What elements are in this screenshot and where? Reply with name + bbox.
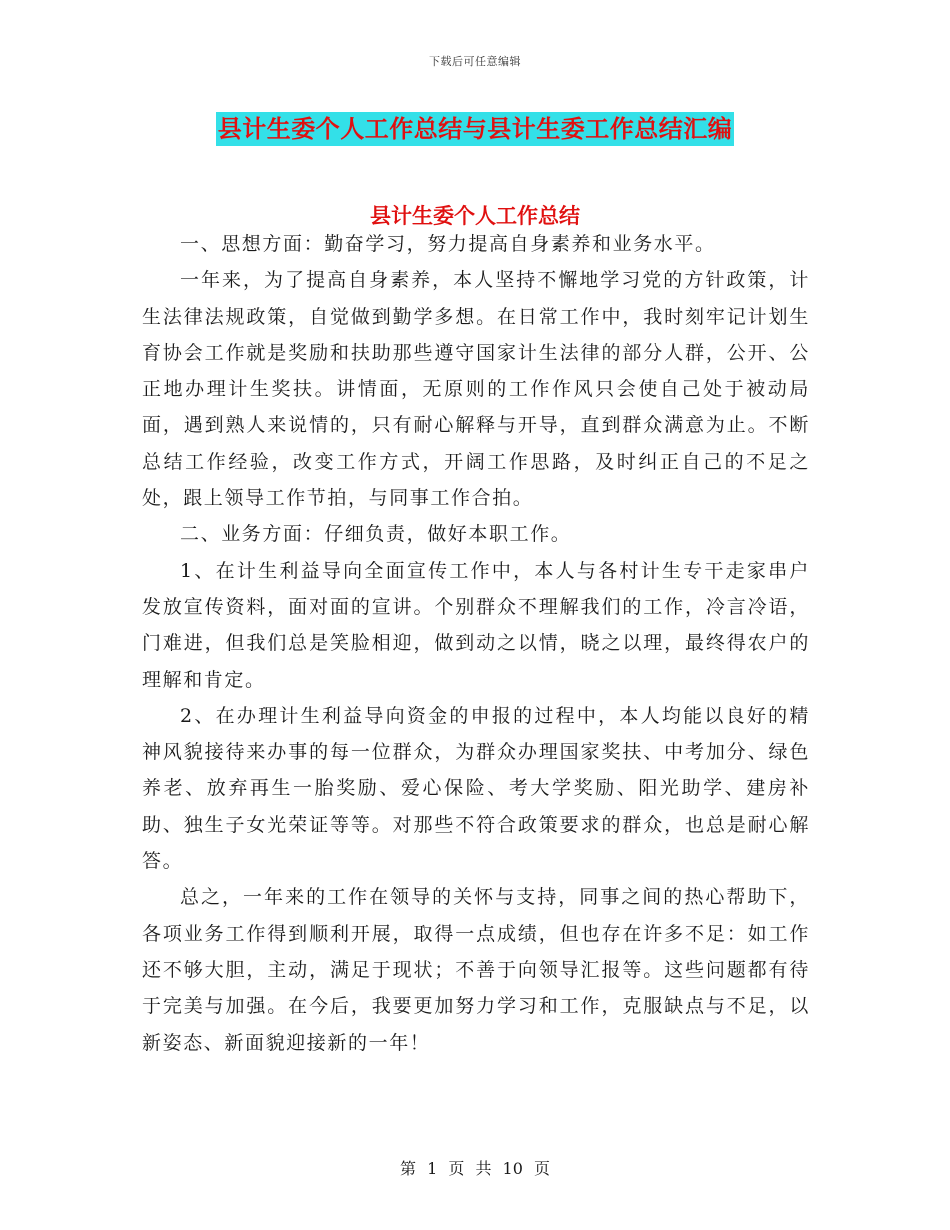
paragraph-business-item-1: 1、在计生利益导向全面宣传工作中，本人与各村计生专干走家串户发放宣传资料，面对面的宣讲。个别群众不理解我们的工作，冷言冷语，门难进，但我们总是笑脸相迎，做到动之以情，晓之以理，最终得农户的理解和肯定。 (142, 559, 810, 691)
main-title: 县计生委个人工作总结与县计生委工作总结汇编 (216, 112, 735, 146)
paragraph-summary: 总之，一年来的工作在领导的关怀与支持，同事之间的热心帮助下，各项业务工作得到顺利开展，取得一点成绩，但也存在许多不足：如工作还不够大胆，主动，满足于现状；不善于向领导汇报等。这些问题都有待于完美与加强。在今后，我要更加努力学习和工作，克服缺点与不足，以新姿态、新面貌迎接新的一年！ (142, 886, 810, 1054)
page-number: 第 1 页 共 10 页 (400, 1159, 550, 1178)
main-title-container (0, 112, 950, 146)
paragraph-thought-heading: 一、思想方面：勤奋学习，努力提高自身素养和业务水平。 (180, 233, 716, 255)
paragraph-business-item-2: 2、在办理计生利益导向资金的申报的过程中，本人均能以良好的精神风貌接待来办事的每一位群众，为群众办理国家奖扶、中考加分、绿色养老、放弃再生一胎奖励、爱心保险、考大学奖励、阳光助学、建房补助、独生子女光荣证等等。对那些不符合政策要求的群众，也总是耐心解答。 (142, 704, 810, 873)
paragraph-business-heading: 二、业务方面：仔细负责，做好本职工作。 (180, 523, 572, 546)
section-title: 县计生委个人工作总结 (370, 204, 580, 228)
page-header-note: 下载后可任意编辑 (429, 55, 521, 68)
document-body (142, 226, 810, 1061)
paragraph-thought-body: 一年来，为了提高自身素养，本人坚持不懈地学习党的方针政策，计生法律法规政策，自觉做到勤学多想。在日常工作中，我时刻牢记计划生育协会工作就是奖励和扶助那些遵守国家计生法律的部分人群，公开、公正地办理计生奖扶。讲情面，无原则的工作作风只会使自己处于被动局面，遇到熟人来说情的，只有耐心解释与开导，直到群众满意为止。不断总结工作经验，改变工作方式，开阔工作思路，及时纠正自己的不足之处，跟上领导工作节拍，与同事工作合拍。 (142, 269, 810, 510)
